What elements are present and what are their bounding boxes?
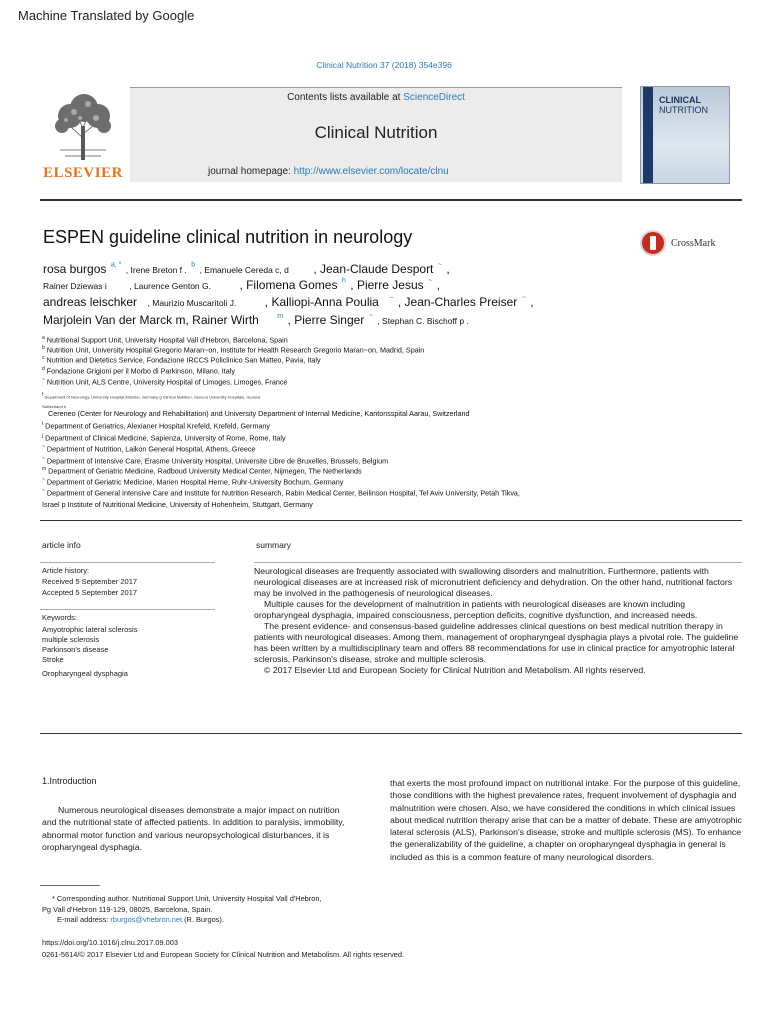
crossmark-label: CrossMark <box>671 238 716 249</box>
author-sup[interactable]: m <box>277 312 284 320</box>
affiliation: $^b$ Nutrition Unit, University Hospital Gregorio Maran~on, Institute for Health Research Gregorio Maran~on, Madrid, Spain <box>42 345 425 355</box>
footnote-address: Pg Vall d'Hebron 119-129, 08025, Barcelona, Spain. <box>42 905 213 914</box>
author-name[interactable]: , Laurence Genton G. <box>129 281 211 291</box>
cover-title-2: NUTRITION <box>659 105 708 115</box>
author-sup[interactable]: ~ <box>389 294 394 302</box>
homepage-link[interactable]: http://www.elsevier.com/locate/clnu <box>293 166 449 177</box>
author-name[interactable]: , Pierre Singer <box>287 313 365 327</box>
summary-copyright: © 2017 Elsevier Ltd and European Society for Clinical Nutrition and Metabolism. All rights reserved. <box>264 665 646 675</box>
contents-line <box>130 92 622 103</box>
accepted-date: Accepted 5 September 2017 <box>42 588 138 597</box>
affiliation: Switzerland h <box>42 404 67 409</box>
cover-strip <box>643 87 653 183</box>
affiliation: ~ Department of Nutrition, Laikon General Hospital, Athens, Greece <box>42 444 256 454</box>
affiliations-divider <box>40 520 742 521</box>
summary-paragraph: The present evidence- and consensus-based guideline addresses clinical questions on best medical nutrition therapy in patients with neurological diseases. Among them, management of oropharyngeal dysphagia plays a pivotal role. The guideline has been written by a multidisciplinary team and offers 88 recommendations for use in clinical practice for amyotrophic lateral sclerosis, Parkinson's disease, stroke and multiple sclerosis. <box>254 621 739 664</box>
affiliation: $^m$ Department of Geriatric Medicine, Radboud University Medical Center, Nijmegen, The Netherlands <box>42 466 362 476</box>
affiliation: $^j$ Department of Clinical Medicine, Sapienza, University of Rome, Rome, Italy <box>42 433 286 443</box>
elsevier-logo[interactable] <box>40 88 126 182</box>
machine-translated-banner: Machine Translated by Google <box>18 8 195 23</box>
author-sup[interactable]: b <box>191 261 196 269</box>
article-title: ESPEN guideline clinical nutrition in neurology <box>43 227 413 247</box>
author-separator: , <box>436 278 440 292</box>
journal-name: Clinical Nutrition <box>314 123 438 142</box>
summary-heading: summary <box>256 540 291 550</box>
author-name[interactable]: , Maurizio Muscaritoli J. <box>147 298 237 308</box>
author-name[interactable]: , Kalliopi-Anna Poulia <box>264 295 379 309</box>
author-name[interactable]: , Filomena Gomes <box>239 278 338 292</box>
received-date: Received 5 September 2017 <box>42 577 138 586</box>
affiliation: ~ Department of General Intensive Care and Institute for Nutrition Research, Rabin Medical Center, Beilinson Hospital, Tel Aviv University, Petah Tikva, <box>42 488 520 498</box>
author-name[interactable]: , Emanuele Cereda c, d <box>199 265 289 275</box>
author-line-4 <box>43 311 469 329</box>
header-divider <box>40 199 742 201</box>
article-info-rule <box>40 562 215 563</box>
journal-reference-link[interactable]: Clinical Nutrition 37 (2018) 354e396 <box>316 60 452 70</box>
author-name[interactable]: Marjolein Van der Marck m, Rainer Wirth <box>43 313 259 327</box>
summary-rule <box>254 562 742 563</box>
intro-heading: 1.Introduction <box>42 776 97 786</box>
affiliation: $^d$ Fondazione Grigioni per il Morbo di Parkinson, Milano, Italy <box>42 366 235 376</box>
affiliation: $^i$ Department of Geriatrics, Alexianer Hospital Krefeld, Krefeld, Germany <box>42 421 271 431</box>
author-line-2 <box>43 276 440 294</box>
affiliation: $^c$ Nutrition and Dietetics Service, Fondazione IRCCS Policlinico San Matteo, Pavia, Italy <box>42 355 321 365</box>
summary-paragraph: Multiple causes for the development of malnutrition in patients with neurological diseases are known including oropharyngeal dysphagia, impaired consciousness, perception deficits, cognitive dysfunction, and increased needs. <box>254 599 698 620</box>
crossmark-badge[interactable] <box>640 230 740 258</box>
author-separator: , <box>530 295 534 309</box>
elsevier-wordmark: ELSEVIER <box>43 165 123 181</box>
summary-paragraph: Neurological diseases are frequently associated with swallowing disorders and malnutrition. Furthermore, patients with neurological diseases are at increased risk of micronutrient deficiency and dehydration. On the other hand, nutritional factors may be involved in the pathogenesis of neurological diseases. <box>254 566 733 598</box>
history-label: Article history: <box>42 566 90 575</box>
affiliation: Cereneo (Center for Neurology and Rehabilitation) and University Department of Internal Medicine, Kantonsspital Aarau, Switzerland <box>48 409 470 418</box>
intro-left-paragraph: Numerous neurological diseases demonstrate a major impact on nutrition and the nutritional state of affected patients. In addition to paralysis, immobility, abnormal motor function and various neuropsychological disturbances, it is oropharyngeal dysphagia. <box>42 805 345 852</box>
author-sup[interactable]: ~ <box>368 312 373 320</box>
homepage-line <box>208 166 449 177</box>
author-name[interactable]: , Pierre Jesus <box>350 278 424 292</box>
keyword: Parkinson's disease <box>42 645 109 654</box>
intro-right-paragraph: that exerts the most profound impact on nutritional intake. For the purpose of this guideline, those conditions with the highest prevalence rates, frequent involvement of dysphagia and malnutrition were chosen. Also, we have considered the conditions in which clinical issues about medical nutrition therapy arise that can be a matter of debate. These are amyotrophic lateral sclerosis (ALS), Parkinson's disease, stroke and multiple sclerosis (MS). To enhance the generalizability of the guideline, a chapter on oropharyngeal dysphagia in general is included as this is a common feature of many neurological disorders. <box>390 778 742 862</box>
author-name[interactable]: , Jean-Charles Preiser <box>397 295 518 309</box>
affiliation: $^a$ Nutritional Support Unit, University Hospital Vall d'Hebron, Barcelona, Spain <box>42 335 288 345</box>
journal-cover-thumbnail[interactable] <box>640 86 730 184</box>
doi-link[interactable]: https://doi.org/10.1016/j.clnu.2017.09.003 <box>42 938 179 947</box>
keywords-rule <box>40 609 215 610</box>
author-sup[interactable]: ~ <box>521 294 526 302</box>
keywords-label: Keywords: <box>42 613 78 622</box>
email-suffix: (R. Burgos). <box>182 915 224 924</box>
homepage-prefix: journal homepage: <box>208 166 294 177</box>
affiliation: Israel p Institute of Nutritional Medicine, University of Hohenheim, Stuttgart, Germany <box>42 500 313 509</box>
footnote-corresponding: * Corresponding author. Nutritional Support Unit, University Hospital Vall d'Hebron, <box>52 894 322 903</box>
author-separator: , <box>446 262 450 276</box>
email-label: E-mail address: <box>57 915 111 924</box>
elsevier-tree-icon <box>40 88 126 162</box>
keyword: multiple sclerosis <box>42 635 100 644</box>
author-name[interactable]: Rainer Dziewas i <box>43 281 107 291</box>
author-name[interactable]: , Stephan C. Bischoff p . <box>377 316 469 326</box>
cover-title-1: CLINICAL <box>659 95 701 105</box>
author-line-3 <box>43 293 534 311</box>
abstract-divider <box>40 733 742 734</box>
author-name[interactable]: , Jean-Claude Desport <box>313 262 434 276</box>
affiliation: ~ Department of Geriatric Medicine, Marien Hospital Herne, Ruhr-University Bochum, Germany <box>42 477 344 487</box>
author-sup[interactable]: ~ <box>428 277 433 285</box>
author-name[interactable]: andreas leischker <box>43 295 138 309</box>
sciencedirect-link[interactable]: ScienceDirect <box>403 92 465 103</box>
author-sup[interactable]: ~ <box>437 261 442 269</box>
email-link[interactable]: rburgos@vhebron.net <box>110 915 183 924</box>
keyword: Stroke <box>42 655 64 664</box>
author-name[interactable]: rosa burgos <box>43 262 107 276</box>
author-sup[interactable]: h <box>341 277 346 285</box>
keyword: Amyotrophic lateral sclerosis <box>42 625 138 634</box>
crossmark-icon <box>640 230 666 256</box>
article-info-heading: article info <box>42 540 81 550</box>
keyword: Oropharyngeal dysphagia <box>42 669 128 678</box>
author-name[interactable]: , Irene Breton f . <box>125 265 187 275</box>
footnote-rule <box>40 885 100 886</box>
affiliation: ~ Nutrition Unit, ALS Centre, University Hospital of Limoges, Limoges, France <box>42 377 288 387</box>
summary-body <box>254 566 740 676</box>
copyright-line: 0261-5614/© 2017 Elsevier Ltd and European Society for Clinical Nutrition and Metabolism. All rights reserved. <box>42 950 405 959</box>
journal-header <box>130 87 622 182</box>
author-sup[interactable]: a, * <box>110 261 122 269</box>
footnote-email-line <box>57 914 224 925</box>
affiliation: ~ Department of Intensive Care, Erasme University Hospital, Universite Libre de Bruxelles, Brussels, Belgium <box>42 456 389 466</box>
contents-prefix: Contents lists available at <box>287 92 404 103</box>
affiliation: $^f$ Department of Neurology, University Hospital Münster, Germany g Clinical Nutrition, Geneva University Hospitals, Geneva <box>42 392 261 400</box>
